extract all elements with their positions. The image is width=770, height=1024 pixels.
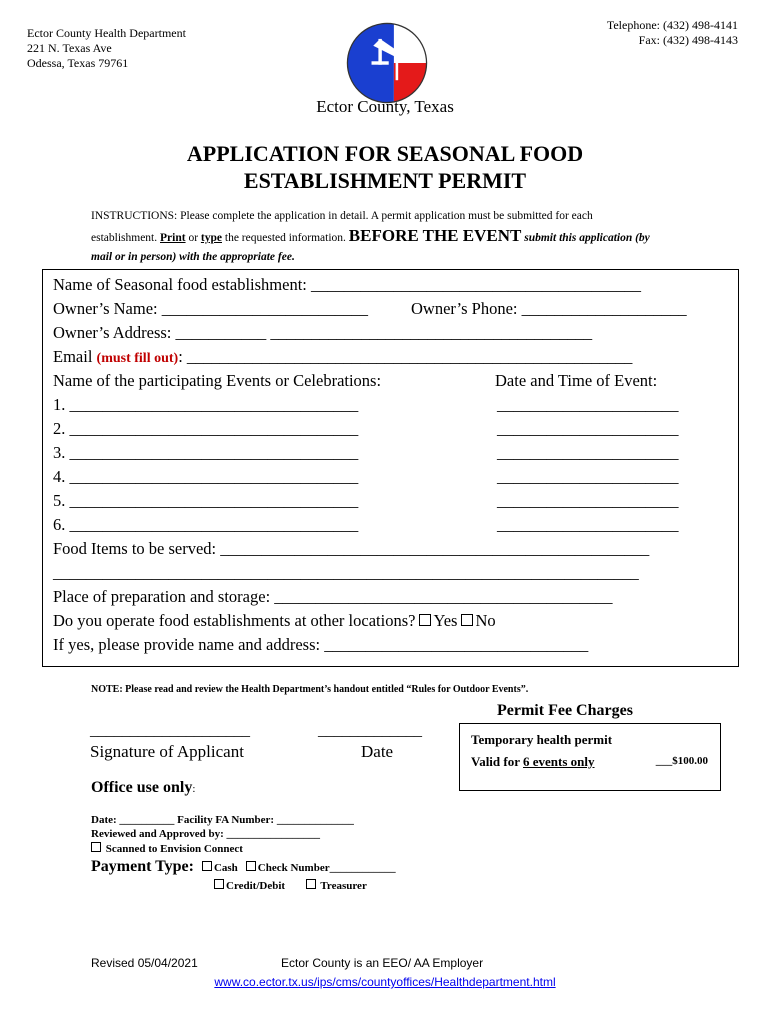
instructions-text: INSTRUCTIONS: Please complete the application in detail. A permit application must be submitted for each establishment. <box>91 210 593 244</box>
instructions-text-2: the requested information. <box>224 232 346 244</box>
event-date-field-5[interactable]: ______________________ <box>497 491 679 510</box>
reviewed-approved-row[interactable]: Reviewed and Approved by: _________________ <box>91 828 320 840</box>
establishment-name-field[interactable]: Name of Seasonal food establishment: ________________________________________ <box>53 275 641 294</box>
event-date-field-2[interactable]: ______________________ <box>497 419 679 438</box>
check-checkbox[interactable] <box>246 861 256 871</box>
office-date-fa-row[interactable]: Date: __________ Facility FA Number: ______________ <box>91 814 354 826</box>
revised-date: Revised 05/04/2021 <box>91 956 198 970</box>
contact-numbers <box>607 18 738 48</box>
other-locations-address-field[interactable]: If yes, please provide name and address: ________________________________ <box>53 635 589 654</box>
signature-label: Signature of Applicant <box>90 742 244 761</box>
email-required-note: (must fill out) <box>96 351 179 366</box>
eeo-statement: Ector County is an EEO/ AA Employer <box>281 956 484 970</box>
yes-checkbox[interactable] <box>419 614 431 626</box>
event-date-field-3[interactable]: ______________________ <box>497 443 679 462</box>
other-locations-question <box>53 609 496 633</box>
prep-storage-field[interactable]: Place of preparation and storage: _________________________________________ <box>53 587 613 606</box>
event-date-field-1[interactable]: ______________________ <box>497 395 679 414</box>
instructions-text-3: submit this application (by mail or in person) with the appropriate fee. <box>91 232 650 263</box>
county-caption: Ector County, Texas <box>316 97 454 116</box>
office-use-title: Office use only <box>91 779 193 796</box>
department-url-link[interactable]: www.co.ector.tx.us/ips/cms/countyoffices/Healthdepartment.html <box>214 975 556 989</box>
county-logo-icon <box>344 20 430 106</box>
event-field-1[interactable]: 1. ___________________________________ <box>53 395 359 414</box>
events-label: Name of the participating Events or Celebrations: <box>53 371 382 390</box>
events-count: 6 events only <box>523 754 595 769</box>
permit-fee-box <box>459 723 721 791</box>
scanned-row <box>91 842 243 855</box>
email-label: Email <box>53 347 93 366</box>
print-word: Print <box>160 232 186 244</box>
telephone: Telephone: (432) 498-4141 <box>606 18 738 32</box>
title-line1: APPLICATION FOR SEASONAL FOOD <box>186 141 584 166</box>
address-line1: 221 N. Texas Ave <box>27 41 112 55</box>
address-line2: Odessa, Texas 79761 <box>27 56 129 70</box>
no-label: No <box>475 611 496 630</box>
owner-address-field[interactable]: Owner’s Address: ___________ _______________________________________ <box>53 323 593 342</box>
office-use-colon: : <box>192 783 196 795</box>
event-field-2[interactable]: 2. ___________________________________ <box>53 419 359 438</box>
permit-fee-title: Permit Fee Charges <box>497 702 633 719</box>
fee-validity <box>471 754 595 770</box>
event-field-3[interactable]: 3. ___________________________________ <box>53 443 359 462</box>
owner-name-field[interactable]: Owner’s Name: _________________________ <box>53 299 368 318</box>
date-time-label: Date and Time of Event: <box>495 371 658 390</box>
signature-line[interactable]: ____________________ <box>90 722 250 739</box>
check-number-field[interactable]: Check Number____________ <box>257 862 396 874</box>
owner-phone-field[interactable]: Owner’s Phone: ____________________ <box>411 299 687 318</box>
no-checkbox[interactable] <box>461 614 473 626</box>
email-blank: : ______________________________________________________ <box>178 347 633 366</box>
scanned-label: Scanned to Envision Connect <box>105 843 243 855</box>
food-items-continued-field[interactable]: _______________________________________________________________________ <box>53 563 639 582</box>
payment-type-row <box>91 858 396 876</box>
page-title <box>0 140 770 194</box>
instructions <box>91 207 651 267</box>
fax: Fax: (432) 498-4143 <box>638 33 738 47</box>
payment-type-label: Payment Type: <box>91 858 194 875</box>
other-locations-text: Do you operate food establishments at other locations? <box>53 611 416 630</box>
event-date-field-4[interactable]: ______________________ <box>497 467 679 486</box>
application-form-box <box>42 269 739 667</box>
cash-label: Cash <box>213 862 238 874</box>
treasurer-checkbox[interactable] <box>306 879 316 889</box>
before-event-emphasis: BEFORE THE EVENT <box>348 226 522 245</box>
fee-amount: ___$100.00 <box>655 755 708 767</box>
scanned-checkbox[interactable] <box>91 842 101 852</box>
fee-description: Temporary health permit <box>471 732 613 747</box>
date-label: Date <box>361 742 394 761</box>
payment-type-row-2 <box>214 879 367 892</box>
org-name: Ector County Health Department <box>27 26 186 40</box>
yes-label: Yes <box>433 611 458 630</box>
or-word: or <box>188 232 199 244</box>
handout-note: NOTE: Please read and review the Health Department’s handout entitled “Rules for Outdoor Events”. <box>91 684 529 695</box>
department-address <box>27 26 186 71</box>
event-field-4[interactable]: 4. ___________________________________ <box>53 467 359 486</box>
valid-for-label: Valid for <box>471 754 520 769</box>
office-use-heading <box>91 779 195 797</box>
title-line2: ESTABLISHMENT PERMIT <box>243 168 527 193</box>
event-field-5[interactable]: 5. ___________________________________ <box>53 491 359 510</box>
food-items-field[interactable]: Food Items to be served: ____________________________________________________ <box>53 539 650 558</box>
cash-checkbox[interactable] <box>202 861 212 871</box>
event-date-field-6[interactable]: ______________________ <box>497 515 679 534</box>
date-line[interactable]: _____________ <box>318 722 422 739</box>
credit-debit-checkbox[interactable] <box>214 879 224 889</box>
credit-debit-label: Credit/Debit <box>226 880 286 892</box>
event-field-6[interactable]: 6. ___________________________________ <box>53 515 359 534</box>
treasurer-label: Treasurer <box>320 880 367 892</box>
email-field[interactable] <box>53 345 632 371</box>
type-word: type <box>200 232 222 244</box>
